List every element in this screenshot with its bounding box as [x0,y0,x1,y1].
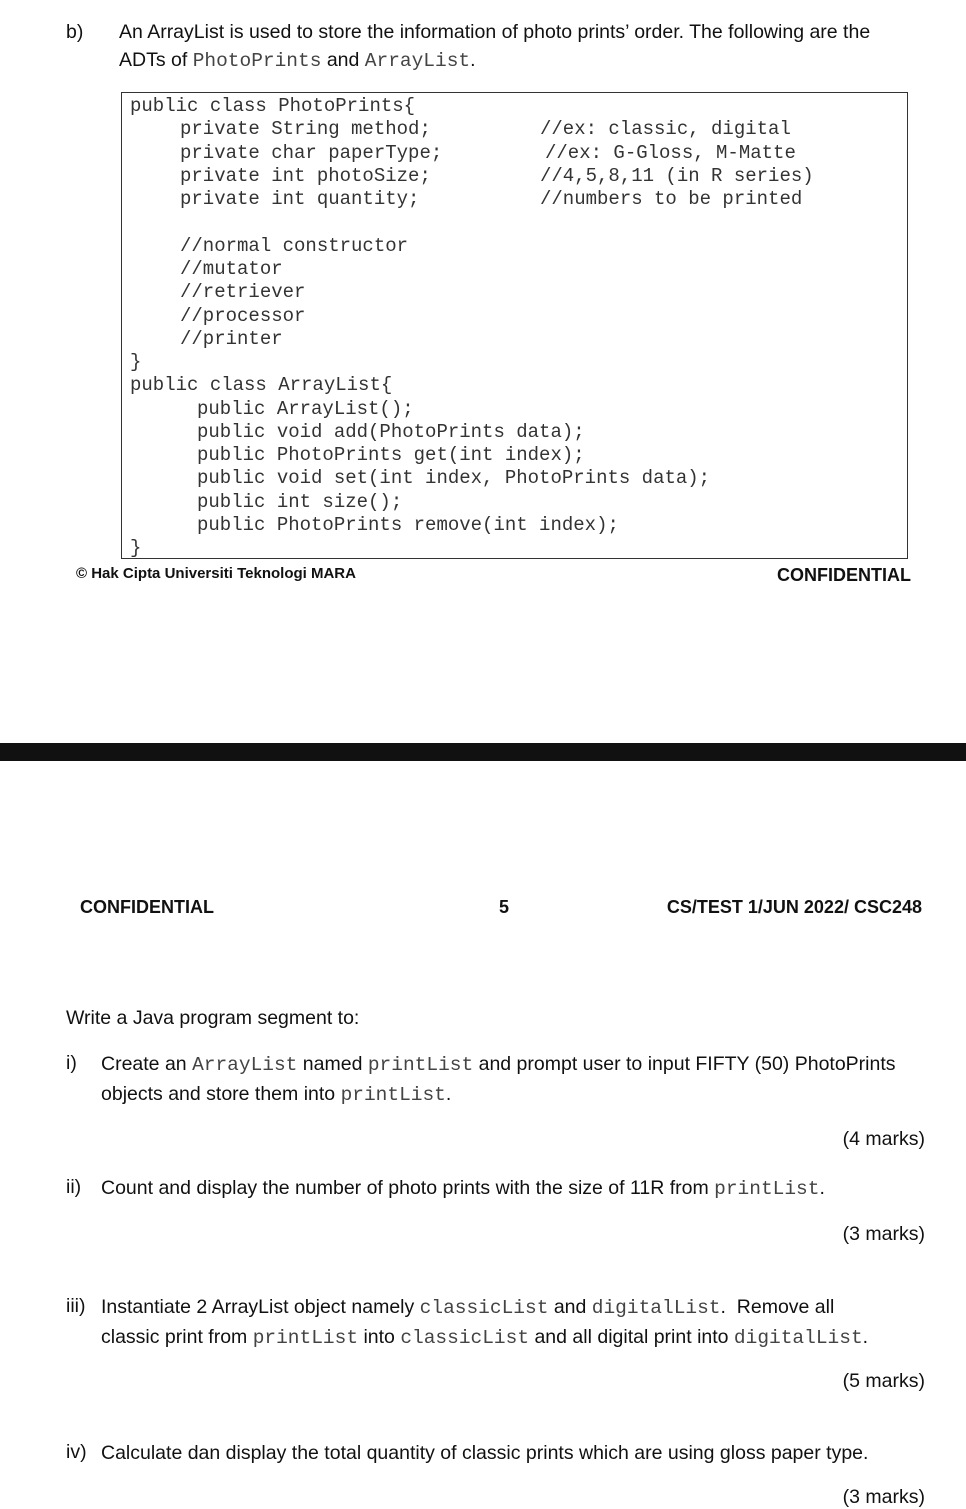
item-text-segment: Instantiate 2 ArrayList object namely [101,1296,420,1318]
item-i-label: i) [66,1052,77,1074]
part-b-period: . [470,49,476,71]
footer-confidential: CONFIDENTIAL [777,565,911,585]
code-term: classicList [419,1297,549,1319]
code-comment: //retriever [180,281,306,303]
code-comment: //numbers to be printed [540,188,803,210]
code-term: digitalList [591,1297,721,1319]
item-text-segment: . Remove all [720,1296,835,1318]
item-text-segment: and all digital print into [529,1326,734,1348]
code-line: public class ArrayList{ [130,374,393,396]
code-term: printList [252,1327,359,1349]
code-comment: //processor [180,305,306,327]
code-line: public class PhotoPrints{ [130,95,416,117]
item-text-segment: . [862,1326,869,1348]
footer-copyright: © Hak Cipta Universiti Teknologi MARA [76,565,356,582]
code-term: classicList [400,1327,530,1349]
item-iv-marks: (3 marks) [842,1486,925,1508]
code-comment: //ex: classic, digital [540,118,791,140]
code-line: private int photoSize; [180,165,431,187]
part-b-class2: ArrayList [364,50,471,72]
code-term: ArrayList [192,1054,298,1076]
code-line: public void set(int index, PhotoPrints data); [197,467,711,489]
page-separator [0,743,966,761]
question-intro: Write a Java program segment to: [66,1007,360,1029]
part-b-line2 [119,46,939,75]
code-comment: //printer [180,328,283,350]
item-iii-label: iii) [66,1295,86,1317]
code-line: } [130,537,142,559]
item-text-segment: . [819,1177,825,1199]
item-iii-marks: (5 marks) [842,1370,925,1392]
code-line: private int quantity; [180,188,420,210]
item-text-segment: named [297,1053,368,1075]
item-text-segment: classic print from [101,1326,253,1348]
part-b-class1: PhotoPrints [192,50,322,72]
part-b-line2-prefix: ADTs of [119,49,193,71]
code-line: public int size(); [197,491,403,513]
item-text-segment: . [445,1083,452,1105]
item-text-segment: into [358,1326,401,1348]
item-ii-marks: (3 marks) [842,1223,925,1245]
item-iv-label: iv) [66,1441,87,1463]
code-line: public PhotoPrints get(int index); [197,444,585,466]
code-line: public void add(PhotoPrints data); [197,421,585,443]
item-i-marks: (4 marks) [842,1128,925,1150]
code-term: printList [367,1054,474,1076]
code-line: public PhotoPrints remove(int index); [197,514,619,536]
item-text-segment: Create an [101,1053,193,1075]
part-b-label: b) [66,21,84,43]
code-comment: //ex: G-Gloss, M-Matte [545,142,796,164]
code-term: printList [340,1084,446,1106]
code-line: public ArrayList(); [197,398,414,420]
item-text-segment: objects and store them into [101,1083,341,1105]
adt-code-box [121,92,908,559]
item-text-segment: and [548,1296,592,1318]
code-comment: //4,5,8,11 (in R series) [540,165,814,187]
item-iii-text [101,1293,926,1353]
item-ii-label: ii) [66,1176,82,1198]
code-line: private char paperType; [180,142,443,164]
page-number: 5 [499,897,510,917]
item-iv-text: Calculate dan display the total quantity of classic prints which are using gloss paper type. [101,1442,869,1464]
code-comment: //mutator [180,258,283,280]
code-comment: //normal constructor [180,235,409,257]
header-course-code: CS/TEST 1/JUN 2022/ CSC248 [666,897,922,917]
item-text-segment: and prompt user to input FIFTY (50) PhotoPrints [473,1053,896,1075]
code-term: printList [714,1178,820,1200]
part-b-and: and [321,49,365,71]
code-line: private String method; [180,118,431,140]
part-b-intro [119,18,939,75]
code-line: } [130,351,142,373]
item-text-segment: Count and display the number of photo prints with the size of 11R from [101,1177,715,1199]
part-b-line1: An ArrayList is used to store the information of photo prints’ order. The following are the [119,21,871,43]
item-i-text [101,1050,926,1110]
code-term: digitalList [733,1327,863,1349]
header-confidential: CONFIDENTIAL [80,897,214,917]
item-ii-text [101,1174,926,1204]
